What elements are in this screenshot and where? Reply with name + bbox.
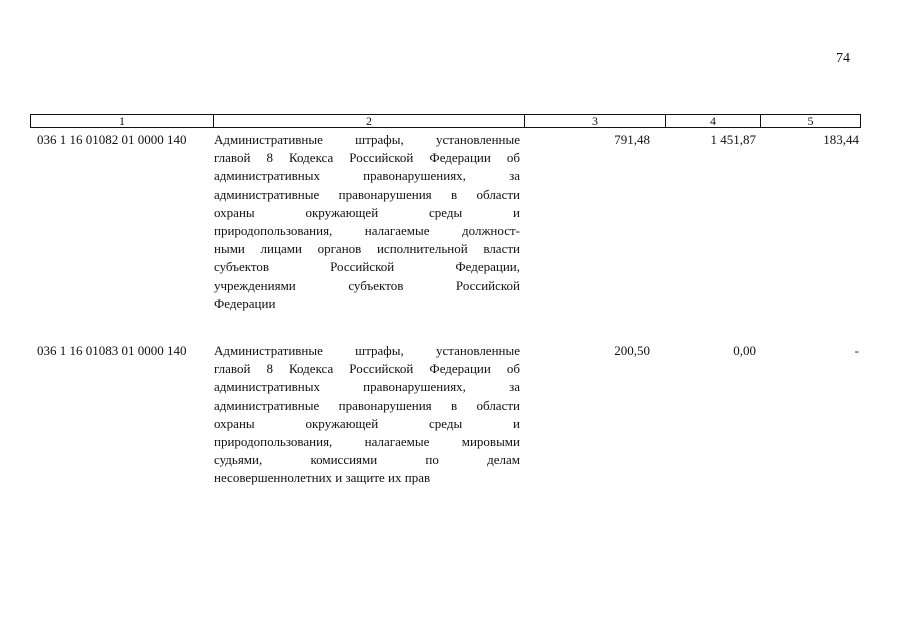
row-description	[214, 131, 520, 313]
header-col-3: 3	[525, 115, 666, 127]
description-line: главой 8 Кодекса Российской Федерации об	[214, 150, 520, 166]
description-line: главой 8 Кодекса Российской Федерации об	[214, 361, 520, 377]
description-line: административные правонарушения в области	[214, 186, 520, 202]
description-line: охраны окружающей среды и	[214, 204, 520, 220]
value-col-5: 183,44	[823, 132, 859, 147]
description-line: Административные штрафы, установленные	[214, 132, 520, 147]
header-col-2: 2	[214, 115, 525, 127]
description-line: административные правонарушения в области	[214, 397, 520, 413]
value-col-5: -	[854, 343, 859, 358]
description-line: несовершеннолетних и защите их прав	[214, 470, 431, 486]
budget-code: 036 1 16 01083 01 0000 140	[37, 343, 187, 358]
description-line: Административные штрафы, установленные	[214, 343, 520, 358]
table-header-row	[30, 114, 861, 128]
description-line: учреждениями субъектов Российской	[214, 277, 520, 293]
description-line: административных правонарушениях, за	[214, 168, 520, 184]
budget-code: 036 1 16 01082 01 0000 140	[37, 132, 187, 147]
description-line: судьями, комиссиями по делам	[214, 452, 520, 468]
header-col-5: 5	[807, 114, 814, 128]
header-col-4: 4	[666, 115, 761, 127]
description-line: природопользования, налагаемые должност-	[214, 223, 520, 239]
description-line: ными лицами органов исполнительной власти	[214, 241, 520, 257]
description-line: субъектов Российской Федерации,	[214, 259, 520, 275]
page-number: 74	[836, 51, 850, 66]
description-line: Федерации	[214, 295, 276, 311]
description-line: административных правонарушениях, за	[214, 379, 520, 395]
value-col-3: 791,48	[614, 132, 650, 147]
row-description	[214, 342, 520, 488]
value-col-4: 1 451,87	[710, 132, 756, 147]
value-col-3: 200,50	[614, 343, 650, 358]
value-col-4: 0,00	[733, 343, 756, 358]
description-line: охраны окружающей среды и	[214, 415, 520, 431]
header-col-1: 1	[31, 115, 214, 127]
description-line: природопользования, налагаемые мировыми	[214, 434, 520, 450]
